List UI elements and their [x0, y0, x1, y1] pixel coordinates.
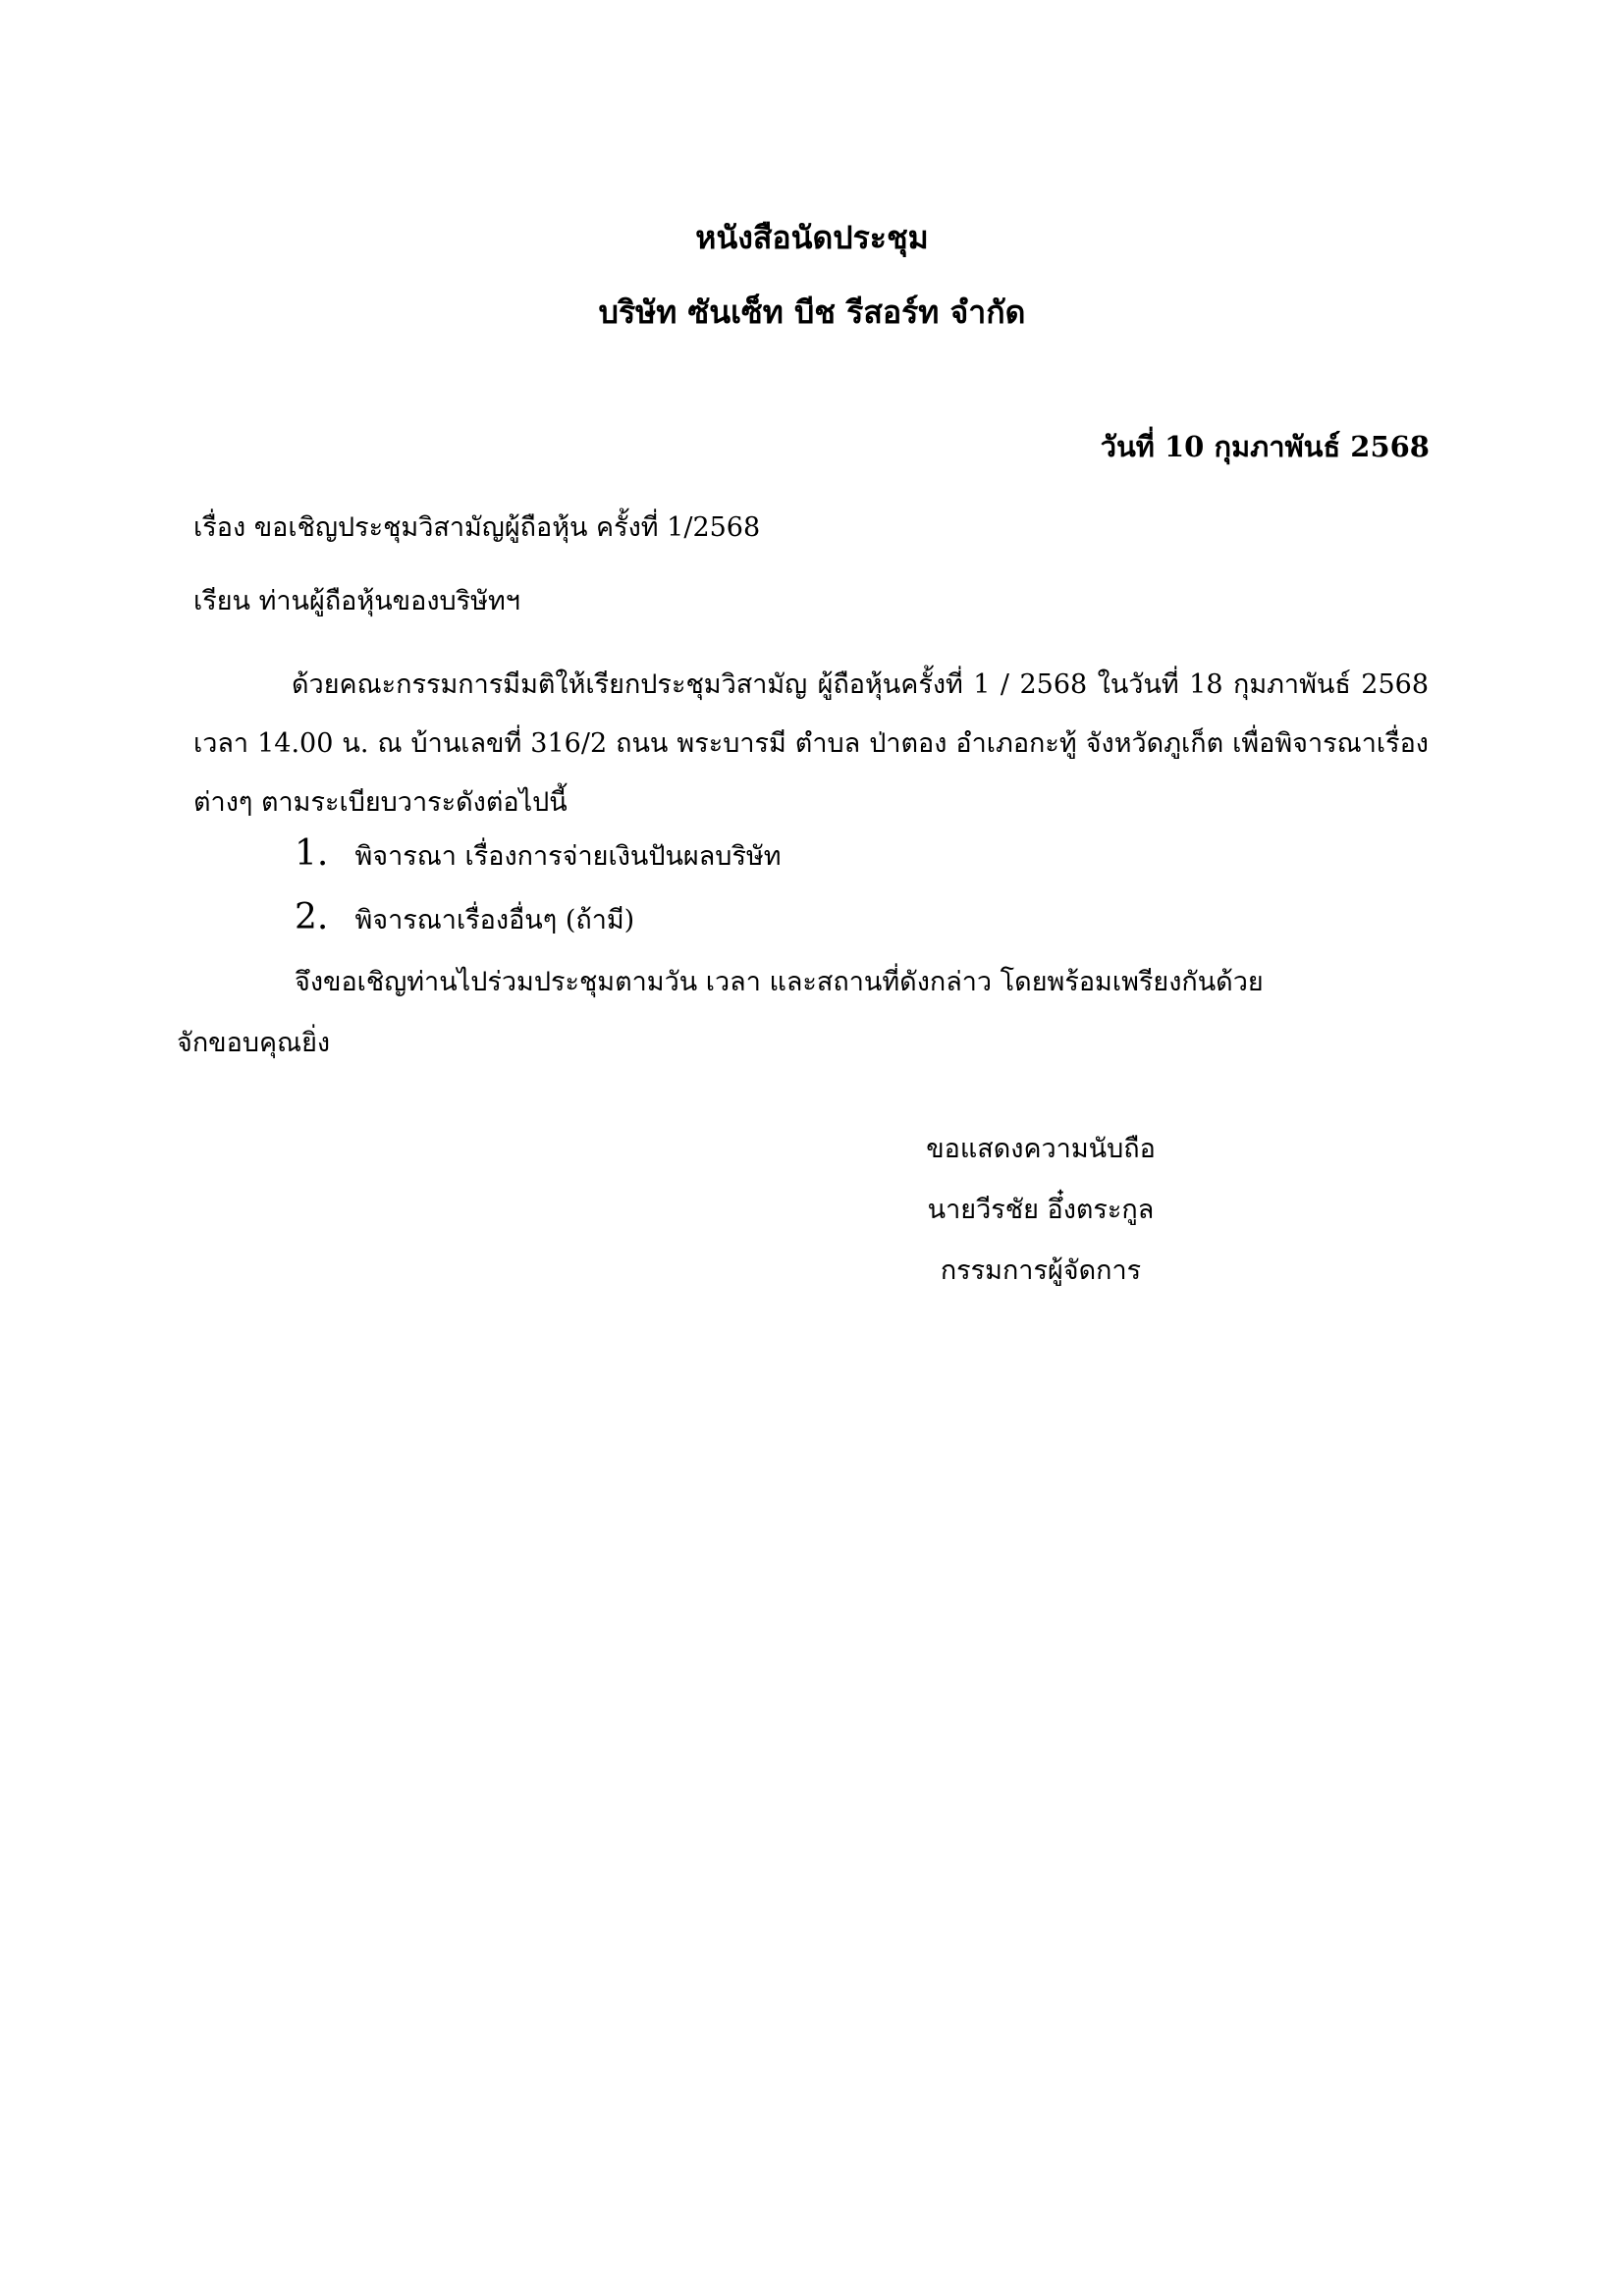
agenda-text: พิจารณา เรื่องการจ่ายเงินปันผลบริษัท [354, 841, 782, 872]
letter-date: วันที่ 10 กุมภาพันธ์ 2568 [1100, 430, 1430, 463]
agenda-number: 1. [295, 833, 329, 874]
agenda-number: 2. [295, 897, 329, 937]
document-title: หนังสือนัดประชุม [695, 219, 929, 256]
agenda-item [295, 834, 782, 877]
letter-subject: เรื่อง ขอเชิญประชุมวิสามัญผู้ถือหุ้น ครั้งที่ 1/2568 [193, 512, 761, 543]
closing-regards: ขอแสดงความนับถือ [926, 1134, 1156, 1164]
letter-salutation: เรียน ท่านผู้ถือหุ้นของบริษัทฯ [193, 586, 520, 616]
invitation-line: จึงขอเชิญท่านไปร่วมประชุมตามวัน เวลา และสถานที่ดังกล่าว โดยพร้อมเพรียงกันด้วย [295, 967, 1264, 997]
agenda-text: พิจารณาเรื่องอื่นๆ (ถ้ามี) [354, 905, 635, 935]
invitation-thanks: จักขอบคุณยิ่ง [177, 1028, 331, 1058]
signatory-name: นายวีรชัย อึ๋งตระกูล [927, 1195, 1155, 1225]
company-name: บริษัท ซันเซ็ท บีช รีสอร์ท จำกัด [598, 294, 1026, 331]
body-paragraph: ด้วยคณะกรรมการมีมติให้เรียกประชุมวิสามัญ ผู้ถือหุ้นครั้งที่ 1 / 2568 ในวันที่ 18 กุมภาพันธ์ 2568 เวลา 14.00 น. ณ บ้านเลขที่ 316/2 ถนน พระบารมี ตำบล ป่าตอง อำเภอกะทู้ จังหวัดภูเก็ต เพื่อพิจารณาเรื่องต่างๆ ตามระเบียบวาระดังต่อไปนี้ [193, 669, 1429, 818]
agenda-item [295, 898, 634, 940]
signatory-position: กรรมการผู้จัดการ [940, 1255, 1142, 1286]
